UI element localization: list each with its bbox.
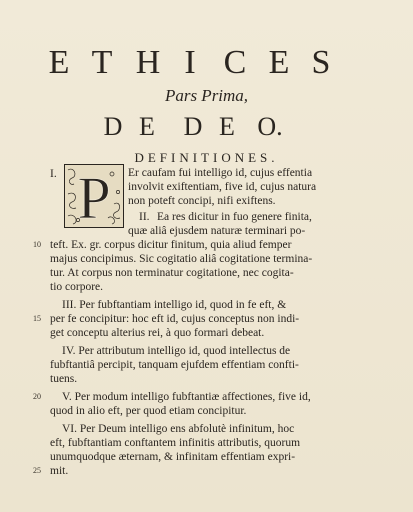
text-line: Ea res dicitur in fuo genere finita, bbox=[157, 211, 312, 223]
subtitle: Pars Prima, bbox=[164, 86, 249, 105]
definition-number: I. bbox=[50, 168, 57, 180]
text-line: tuens. bbox=[50, 373, 78, 385]
text-line: unumquodque æternam, & infinitam effentiam expri- bbox=[50, 451, 296, 463]
title-letter: H bbox=[135, 44, 161, 81]
text-line: per fe concipitur: hoc eft id, cujus conceptus non indi- bbox=[50, 313, 300, 325]
section-letter: E bbox=[219, 112, 235, 141]
drop-cap-p-icon bbox=[64, 164, 124, 228]
text-line: Er caufam fui intelligo id, cujus effentia bbox=[128, 167, 313, 179]
text-line: non poteft concipi, nifi exiftens. bbox=[128, 195, 276, 207]
text-line: IV. Per attributum intelligo id, quod intellectus de bbox=[62, 345, 291, 357]
drop-cap-letter: P bbox=[77, 165, 111, 228]
text-line: quæ aliâ ejusdem naturæ terminari po- bbox=[128, 225, 306, 237]
title-letter: E bbox=[48, 44, 70, 81]
text-line: mit. bbox=[50, 465, 69, 477]
text-line: VI. Per Deum intelligo ens abfolutè infinitum, hoc bbox=[62, 423, 295, 435]
text-line: involvit exiftentiam, five id, cujus natura bbox=[128, 181, 317, 193]
text-line: tio corpore. bbox=[50, 281, 104, 293]
text-line: fubftantiâ percipit, tanquam ejufdem effentiam confti- bbox=[50, 359, 299, 371]
line-number: 20 bbox=[33, 392, 41, 401]
line-number: 10 bbox=[33, 240, 41, 249]
line-number: 15 bbox=[33, 314, 41, 323]
section-letter: E bbox=[139, 112, 155, 141]
title-letter: T bbox=[91, 44, 113, 81]
text-line: III. Per fubftantiam intelligo id, quod in fe eft, & bbox=[62, 299, 287, 311]
line-number: 25 bbox=[33, 466, 41, 475]
text-line: eft, fubftantiam conftantem infinitis attributis, quorum bbox=[50, 437, 301, 449]
title-letter: E bbox=[268, 44, 290, 81]
text-line: majus concipimus. Sic cogitatio aliâ cogitatione termina- bbox=[50, 253, 313, 265]
text-line: tur. At corpus non terminatur cogitatione, nec cogita- bbox=[50, 267, 294, 279]
title-letter: S bbox=[311, 44, 331, 81]
title-letter: C bbox=[223, 44, 247, 81]
title-letter: I bbox=[184, 44, 196, 81]
text-line: get conceptu alterius rei, à quo formari debeat. bbox=[50, 327, 265, 339]
text-line: quod in alio eft, per quod etiam concipitur. bbox=[50, 405, 247, 417]
definition-number: II. bbox=[139, 211, 150, 223]
section-letter: D bbox=[183, 112, 203, 141]
section-letter: O. bbox=[257, 112, 283, 141]
text-line: V. Per modum intelligo fubftantiæ affectiones, five id, bbox=[62, 391, 311, 403]
text-line: teft. Ex. gr. corpus dicitur finitum, quia aliud femper bbox=[50, 239, 292, 251]
definitions-heading: DEFINITIONES. bbox=[134, 150, 279, 165]
section-letter: D bbox=[103, 112, 123, 141]
